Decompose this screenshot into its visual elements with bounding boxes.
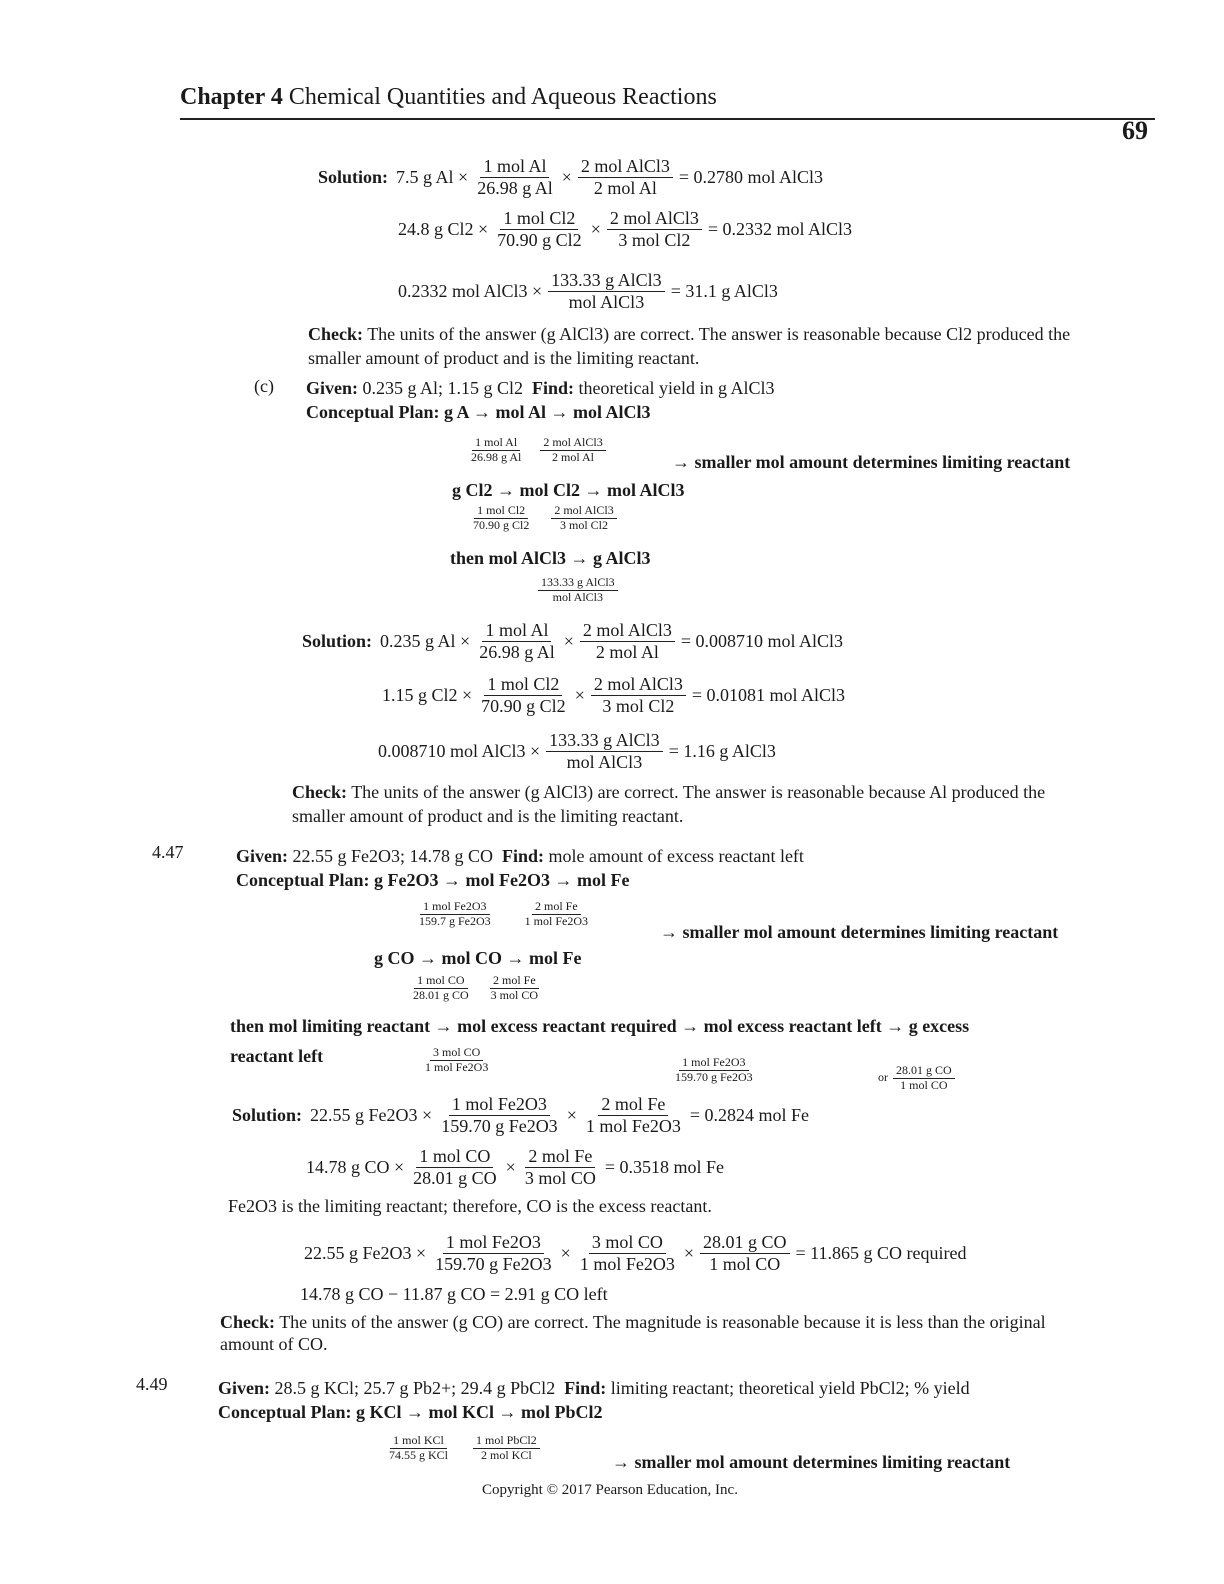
p447-arrow-note: → smaller mol amount determines limiting reactant: [660, 922, 1059, 942]
p447-plan2-fractions: $\frac{\text{1 mol CO}}{\text{28.01 g CO}}$ $\frac{\text{2 mol Fe}}{\text{3 mol CO}}$: [413, 973, 539, 1002]
check-label: Check:: [308, 324, 363, 344]
partc-solution-row1: Solution: 0.235 g Al × $\frac{\text{1 mol Al}}{\text{26.98 g Al}}$ × $\frac{\text{2 mol AlCl3}}{\text{2 mol Al}}$ = 0.008710 mol AlCl3: [302, 620, 844, 662]
p447-given: Given: 22.55 g Fe2O3; 14.78 g CO Find: mole amount of excess reactant left: [236, 846, 804, 866]
p447-plan3: then mol limiting reactant → mol excess reactant required → mol excess reactant left → g excess: [230, 1016, 970, 1036]
partc-plan3: then mol AlCl3 → g AlCl3: [450, 548, 651, 568]
problem-number: 4.49: [136, 1374, 168, 1394]
page-number: 69: [1122, 116, 1148, 145]
p447-check-line2: amount of CO.: [220, 1334, 328, 1354]
p447-limiting: Fe2O3 is the limiting reactant; therefore, CO is the excess reactant.: [228, 1196, 712, 1216]
fraction: $\frac{\text{1 mol Al}}{\text{26.98 g Al}}$: [477, 156, 553, 198]
partc-check-line2: smaller amount of product and is the limiting reactant.: [292, 806, 684, 826]
partb-check: [308, 324, 1070, 345]
lead-term: 24.8 g Cl2 ×: [398, 218, 489, 239]
fraction: $\frac{\text{1 mol Cl2}}{\text{70.90 g Cl2}}$: [497, 208, 582, 250]
p447-solution-row3: 22.55 g Fe2O3 × $\frac{\text{1 mol Fe2O3}}{\text{159.70 g Fe2O3}}$ × $\frac{\text{3 mol CO}}{\text{1 mol Fe2O3}}$ × $\frac{\text{28.01 g CO}}{\text{1 mol CO}}$ = 11.865 g CO required: [304, 1232, 967, 1274]
fraction: $\frac{\text{2 mol AlCl3}}{\text{3 mol Cl2}}$: [607, 208, 702, 250]
p447-plan2: g CO → mol CO → mol Fe: [374, 948, 582, 968]
solution-label: Solution:: [318, 166, 389, 187]
header-rule: [180, 118, 1155, 120]
solution-label: Solution:: [302, 630, 373, 651]
p447-check: Check: The units of the answer (g CO) are correct. The magnitude is reasonable because it is less than the original: [220, 1312, 1046, 1332]
chapter-header: [180, 84, 717, 111]
p449-given: Given: 28.5 g KCl; 25.7 g Pb2+; 29.4 g PbCl2 Find: limiting reactant; theoretical yield PbCl2; % yield: [218, 1378, 970, 1398]
p447-plan3-fraction3: or $\frac{\text{28.01 g CO}}{\text{1 mol CO}}$: [878, 1064, 957, 1093]
p449-arrow-note: → smaller mol amount determines limiting reactant: [612, 1452, 1011, 1472]
partc-plan2-fractions: $\frac{\text{1 mol Cl2}}{\text{70.90 g Cl2}}$ $\frac{\text{2 mol AlCl3}}{\text{3 mol Cl2}}$: [468, 504, 619, 533]
partc-solution-row2: 1.15 g Cl2 × $\frac{\text{1 mol Cl2}}{\text{70.90 g Cl2}}$ × $\frac{\text{2 mol AlCl3}}{\text{3 mol Cl2}}$ = 0.01081 mol AlCl3: [382, 674, 846, 716]
partb-solution-row2: 24.8 g Cl2 × $\frac{\text{1 mol Cl2}}{\text{70.90 g Cl2}}$ × $\frac{\text{2 mol AlCl3}}{\text{3 mol Cl2}}$ = 0.2332 mol AlCl3: [398, 208, 853, 250]
chapter-title: Chemical Quantities and Aqueous Reactions: [288, 84, 717, 110]
partb-solution-row1: Solution: 7.5 g Al × $\frac{\text{1 mol Al}}{\text{26.98 g Al}}$ × $\frac{\text{2 mol AlCl3}}{\text{2 mol Al}}$ = 0.2780 mol AlCl3: [318, 156, 824, 198]
p447-plan3-fraction1: $\frac{\text{3 mol CO}}{\text{1 mol Fe2O3}}$: [425, 1045, 489, 1074]
lead-term: 0.2332 mol AlCl3 ×: [398, 280, 543, 301]
copyright: Copyright © 2017 Pearson Education, Inc.: [482, 1482, 738, 1498]
p449-plan1-fractions: $\frac{\text{1 mol KCl}}{\text{74.55 g KCl}}$ $\frac{\text{1 mol PbCl2}}{\text{2 mol KCl}}$: [384, 1434, 542, 1463]
partc-label: (c): [254, 376, 274, 396]
partc-plan2: g Cl2 → mol Cl2 → mol AlCl3: [452, 480, 685, 500]
lead-term: 7.5 g Al ×: [396, 166, 469, 187]
p447-plan1-fractions: $\frac{\text{1 mol Fe2O3}}{\text{159.7 g Fe2O3}}$ $\frac{\text{2 mol Fe}}{\text{1 mol Fe2O3}}$: [419, 899, 589, 928]
partc-plan1: Conceptual Plan: g A → mol Al → mol AlCl3: [306, 402, 651, 422]
p447-plan3b: reactant left: [230, 1046, 324, 1066]
p447-plan3-fraction2: $\frac{\text{1 mol Fe2O3}}{\text{159.70 g Fe2O3}}$: [675, 1055, 753, 1084]
partc-arrow-note: → smaller mol amount determines limiting reactant: [672, 452, 1071, 472]
partb-solution-row3: [394, 270, 782, 312]
result: = 31.1 g AlCl3: [670, 280, 778, 301]
partc-plan1-fractions: $\frac{\text{1 mol Al}}{\text{26.98 g Al}}$ $\frac{\text{2 mol AlCl3}}{\text{2 mol Al}}$: [466, 436, 608, 465]
partc-check: Check: The units of the answer (g AlCl3) are correct. The answer is reasonable because Al produced the: [292, 782, 1046, 802]
p447-left: 14.78 g CO − 11.87 g CO = 2.91 g CO left: [300, 1284, 608, 1304]
p449-plan1: Conceptual Plan: g KCl → mol KCl → mol PbCl2: [218, 1402, 603, 1422]
partc-plan3-fraction: $\frac{\text{133.33 g AlCl3}}{\text{mol AlCl3}}$: [536, 576, 620, 605]
partc-given: Given: 0.235 g Al; 1.15 g Cl2 Find: theoretical yield in g AlCl3: [306, 378, 775, 398]
fraction: $\frac{\text{133.33 g AlCl3}}{\text{mol AlCl3}}$: [548, 270, 665, 312]
result: = 0.2332 mol AlCl3: [707, 218, 853, 239]
result: = 0.2780 mol AlCl3: [678, 166, 824, 187]
chapter-label: Chapter 4: [180, 84, 283, 110]
fraction: $\frac{\text{2 mol AlCl3}}{\text{2 mol Al}}$: [578, 156, 673, 198]
problem-number: 4.47: [152, 842, 184, 862]
p447-solution-row1: Solution: 22.55 g Fe2O3 × $\frac{\text{1 mol Fe2O3}}{\text{159.70 g Fe2O3}}$ × $\frac{\text{2 mol Fe}}{\text{1 mol Fe2O3}}$ = 0.2824 mol Fe: [232, 1094, 810, 1136]
check-text: The units of the answer (g AlCl3) are correct. The answer is reasonable because Cl2 produced the: [367, 324, 1071, 344]
p447-solution-row2: 14.78 g CO × $\frac{\text{1 mol CO}}{\text{28.01 g CO}}$ × $\frac{\text{2 mol Fe}}{\text{3 mol CO}}$ = 0.3518 mol Fe: [306, 1146, 724, 1188]
partc-solution-row3: 0.008710 mol AlCl3 × $\frac{\text{133.33 g AlCl3}}{\text{mol AlCl3}}$ = 1.16 g AlCl3: [378, 730, 776, 772]
partb-check-line2: smaller amount of product and is the limiting reactant.: [308, 348, 700, 368]
p447-plan1: Conceptual Plan: g Fe2O3 → mol Fe2O3 → mol Fe: [236, 870, 630, 890]
